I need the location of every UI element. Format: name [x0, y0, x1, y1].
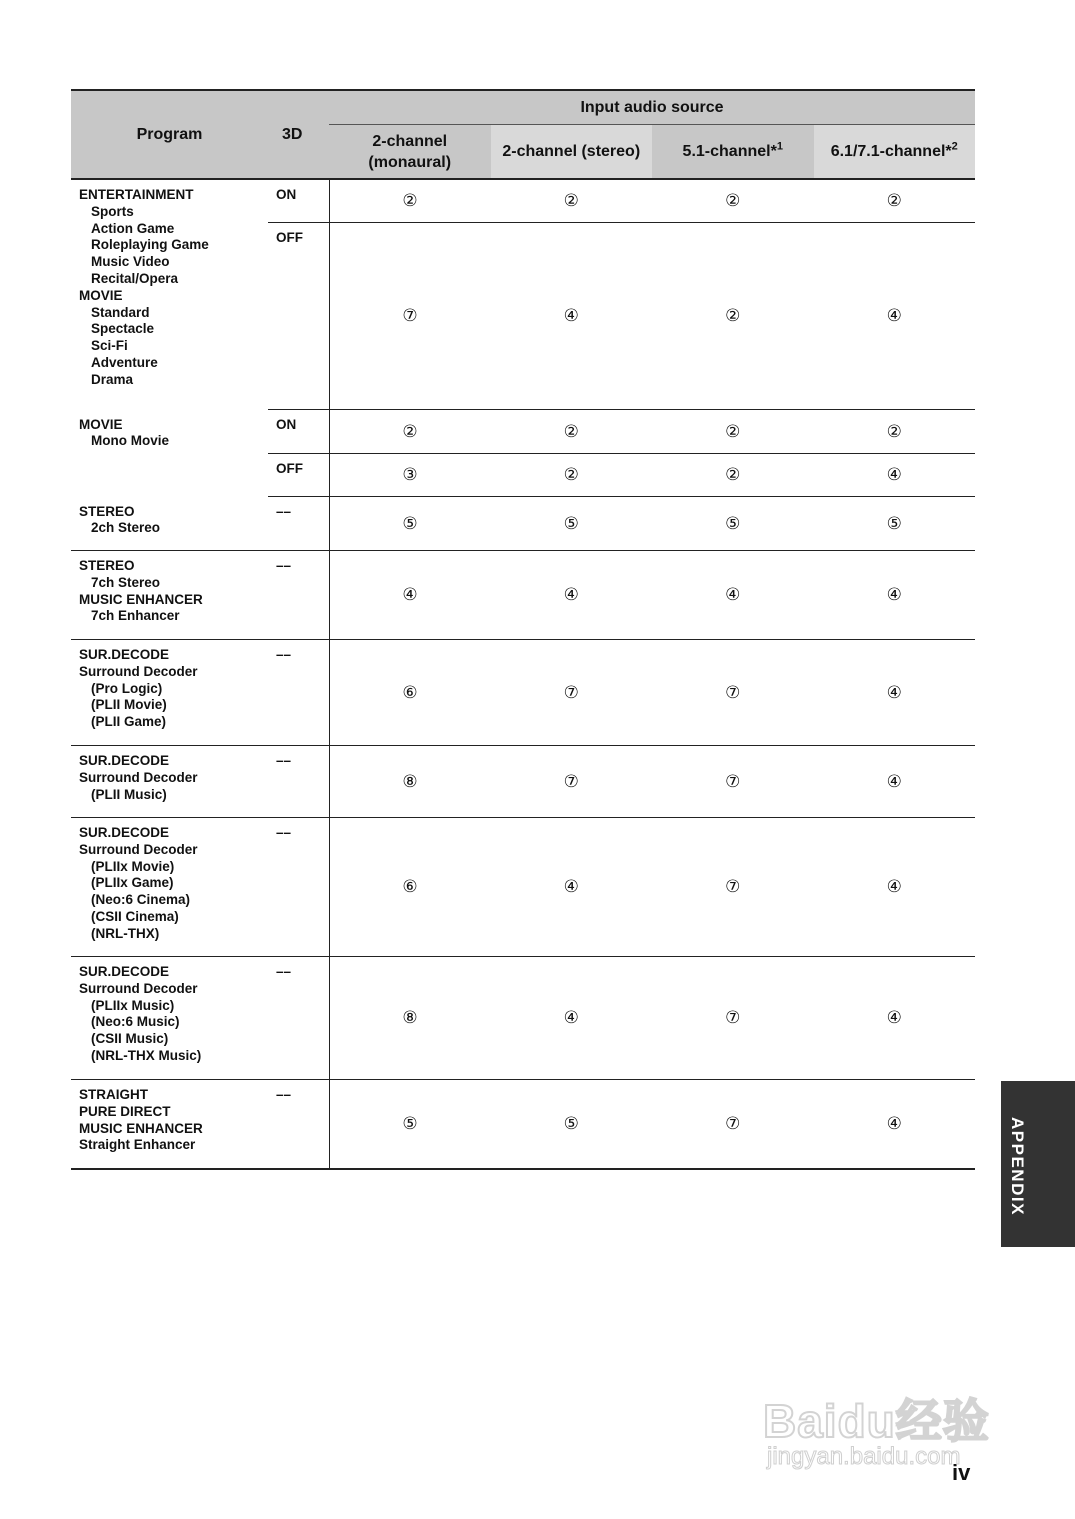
table-row	[71, 1080, 975, 1170]
header-source-label: 5.1-channel*	[682, 143, 777, 160]
program-subitem: (PLIIx Music)	[91, 997, 175, 1013]
program-category: MUSIC ENHANCER	[79, 591, 203, 607]
header-source-label-line2: (monaural)	[368, 153, 452, 171]
speaker-config-cell	[329, 223, 491, 410]
program-category: Straight Enhancer	[79, 1137, 196, 1153]
circled-number: ③	[402, 465, 418, 485]
speaker-config-cell	[814, 640, 976, 746]
speaker-config-cell	[652, 640, 814, 746]
table-row	[71, 746, 975, 818]
program-subitem: (PLII Movie)	[91, 697, 167, 713]
speaker-config-cell	[652, 410, 814, 454]
circled-number: ⑦	[563, 771, 579, 792]
circled-number: ②	[886, 191, 902, 211]
circled-number: ⑤	[402, 1114, 418, 1134]
speaker-config-cell	[329, 551, 491, 640]
speaker-config-cell	[329, 1080, 491, 1170]
circled-number: ②	[402, 421, 418, 442]
header-program: Program	[71, 90, 268, 179]
circled-number: ④	[886, 877, 902, 897]
circled-number: ②	[886, 421, 902, 442]
speaker-config-cell	[329, 640, 491, 746]
program-cell	[71, 818, 268, 957]
program-subitem: (Pro Logic)	[91, 680, 163, 696]
speaker-config-cell	[652, 746, 814, 818]
three-d-cell: ––	[268, 1080, 329, 1170]
table-row	[71, 957, 975, 1080]
footnote-marker: 1	[776, 140, 783, 153]
three-d-cell: ––	[268, 497, 329, 551]
circled-number: ④	[725, 585, 741, 605]
program-subitem: (CSII Music)	[91, 1031, 169, 1047]
three-d-cell: ––	[268, 746, 329, 818]
circled-number: ⑦	[725, 877, 741, 897]
speaker-config-cell	[652, 1080, 814, 1170]
program-subitem: 2ch Stereo	[91, 520, 161, 536]
circled-number: ②	[725, 421, 741, 442]
program-subitem: 7ch Stereo	[91, 574, 161, 590]
program-subitem: (PLIIx Game)	[91, 875, 174, 891]
header-source-label: 2-channel (stereo)	[502, 143, 641, 160]
circled-number: ⑤	[563, 1114, 579, 1134]
program-table	[71, 89, 975, 1170]
program-subitem: (Neo:6 Cinema)	[91, 892, 191, 908]
speaker-config-cell	[814, 454, 976, 497]
program-subitem: Roleplaying Game	[91, 237, 209, 253]
header-source-col-0	[329, 125, 491, 180]
program-category: ENTERTAINMENT	[79, 187, 194, 202]
circled-number: ⑥	[402, 877, 418, 897]
program-cell	[71, 497, 268, 551]
program-subitem: Adventure	[91, 354, 158, 370]
speaker-config-cell	[491, 223, 653, 410]
program-category: PURE DIRECT	[79, 1103, 171, 1119]
circled-number: ②	[563, 191, 579, 211]
circled-number: ②	[563, 421, 579, 442]
program-subitem: (PLIIx Movie)	[91, 858, 175, 874]
circled-number: ⑦	[563, 682, 579, 703]
speaker-config-cell	[652, 551, 814, 640]
circled-number: ②	[725, 191, 741, 211]
header-input-audio-source: Input audio source	[329, 90, 975, 125]
circled-number: ④	[886, 465, 902, 485]
program-category: SUR.DECODE	[79, 964, 170, 979]
circled-number: ④	[886, 682, 902, 703]
speaker-config-cell	[814, 179, 976, 223]
speaker-config-cell	[814, 818, 976, 957]
footnote-marker: 2	[951, 140, 958, 153]
speaker-config-cell	[652, 223, 814, 410]
table-row	[71, 818, 975, 957]
circled-number: ②	[402, 191, 418, 211]
circled-number: ⑦	[402, 306, 418, 326]
program-subitem: Spectacle	[91, 321, 155, 337]
speaker-config-cell	[329, 957, 491, 1080]
three-d-cell: OFF	[268, 454, 329, 497]
circled-number: ④	[563, 1008, 579, 1028]
speaker-config-cell	[491, 957, 653, 1080]
circled-number: ⑦	[725, 771, 741, 792]
table-row	[71, 640, 975, 746]
table-row	[71, 179, 975, 223]
speaker-config-cell	[329, 410, 491, 454]
circled-number: ②	[725, 465, 741, 485]
three-d-cell: OFF	[268, 223, 329, 410]
header-3d: 3D	[268, 90, 329, 179]
circled-number: ④	[563, 877, 579, 897]
table-row	[71, 551, 975, 640]
speaker-config-cell	[814, 957, 976, 1080]
speaker-config-cell	[329, 179, 491, 223]
speaker-config-cell	[491, 454, 653, 497]
circled-number: ⑤	[402, 513, 418, 534]
program-category: SUR.DECODE	[79, 825, 170, 840]
program-category: SUR.DECODE	[79, 753, 170, 768]
speaker-config-cell	[652, 957, 814, 1080]
program-cell	[71, 179, 268, 410]
speaker-config-cell	[491, 410, 653, 454]
three-d-cell: ON	[268, 179, 329, 223]
program-category: STEREO	[79, 503, 135, 519]
circled-number: ②	[725, 306, 741, 326]
speaker-config-cell	[491, 179, 653, 223]
circled-number: ④	[886, 585, 902, 605]
program-subitem: (CSII Cinema)	[91, 908, 179, 924]
program-category: SUR.DECODE	[79, 647, 170, 662]
program-cell	[71, 551, 268, 640]
circled-number: ⑦	[725, 682, 741, 703]
circled-number: ④	[886, 1114, 902, 1134]
circled-number: ⑥	[402, 682, 418, 703]
speaker-config-cell	[329, 746, 491, 818]
speaker-config-cell	[814, 497, 976, 551]
circled-number: ⑦	[725, 1008, 741, 1028]
speaker-config-cell	[652, 497, 814, 551]
program-subitem: (Neo:6 Music)	[91, 1014, 180, 1030]
header-source-col-1	[491, 125, 653, 180]
circled-number: ④	[886, 306, 902, 326]
program-category: STRAIGHT	[79, 1087, 148, 1102]
circled-number: ④	[886, 1008, 902, 1028]
speaker-config-cell	[491, 497, 653, 551]
program-subitem: 7ch Enhancer	[91, 608, 180, 624]
program-subitem: Action Game	[91, 220, 175, 236]
program-subitem: (NRL-THX)	[91, 925, 160, 941]
program-cell	[71, 410, 268, 497]
watermark-url: jingyan.baidu.com	[767, 1443, 961, 1470]
circled-number: ⑦	[725, 1114, 741, 1134]
program-subitem: Drama	[91, 371, 134, 387]
circled-number: ⑤	[725, 513, 741, 534]
circled-number: ④	[563, 585, 579, 605]
program-category: Surround Decoder	[79, 841, 198, 857]
program-category: Surround Decoder	[79, 769, 198, 785]
speaker-config-cell	[652, 179, 814, 223]
watermark-logo-text: Baidu经验	[763, 1395, 990, 1447]
circled-number: ④	[563, 306, 579, 326]
header-source-col-3	[814, 125, 976, 180]
program-cell	[71, 1080, 268, 1170]
program-category: Surround Decoder	[79, 663, 198, 679]
program-category: MOVIE	[79, 416, 123, 432]
speaker-config-cell	[814, 1080, 976, 1170]
program-subitem: Sports	[91, 203, 134, 219]
speaker-config-cell	[814, 746, 976, 818]
three-d-cell: ––	[268, 640, 329, 746]
program-category: Surround Decoder	[79, 980, 198, 996]
program-subitem: (PLII Music)	[91, 786, 167, 802]
program-subitem: Recital/Opera	[91, 270, 179, 286]
circled-number: ⑧	[402, 771, 418, 792]
program-subitem: (PLII Game)	[91, 714, 167, 730]
speaker-config-cell	[814, 223, 976, 410]
program-subitem: Standard	[91, 304, 150, 320]
watermark	[763, 1355, 1013, 1475]
program-subitem: Mono Movie	[91, 433, 169, 449]
speaker-config-cell	[329, 497, 491, 551]
program-category: MOVIE	[79, 287, 123, 303]
header-source-label: 6.1/7.1-channel*	[830, 143, 952, 160]
circled-number: ⑤	[563, 513, 579, 534]
three-d-cell: ––	[268, 551, 329, 640]
speaker-config-cell	[652, 818, 814, 957]
program-subitem: Sci-Fi	[91, 338, 128, 354]
speaker-config-cell	[329, 454, 491, 497]
speaker-config-cell	[491, 551, 653, 640]
speaker-config-cell	[814, 551, 976, 640]
program-subitem: Music Video	[91, 254, 170, 270]
circled-number: ②	[563, 465, 579, 485]
three-d-cell: ––	[268, 957, 329, 1080]
program-cell	[71, 640, 268, 746]
three-d-cell: ––	[268, 818, 329, 957]
speaker-config-cell	[329, 818, 491, 957]
program-subitem: (NRL-THX Music)	[91, 1047, 202, 1063]
header-source-col-2	[652, 125, 814, 180]
program-cell	[71, 746, 268, 818]
table-row	[71, 410, 975, 454]
speaker-config-cell	[652, 454, 814, 497]
table-row	[71, 497, 975, 551]
program-category: MUSIC ENHANCER	[79, 1120, 203, 1136]
circled-number: ④	[402, 585, 418, 605]
header-source-label: 2-channel	[372, 132, 448, 150]
three-d-cell: ON	[268, 410, 329, 454]
circled-number: ⑤	[886, 513, 902, 534]
circled-number: ④	[886, 771, 902, 792]
speaker-config-cell	[491, 1080, 653, 1170]
page-number: iv	[952, 1460, 971, 1485]
speaker-config-cell	[491, 746, 653, 818]
speaker-config-cell	[491, 818, 653, 957]
appendix-label: APPENDIX	[1008, 1117, 1027, 1216]
program-category: STEREO	[79, 558, 135, 573]
circled-number: ⑧	[402, 1008, 418, 1028]
program-cell	[71, 957, 268, 1080]
speaker-config-cell	[814, 410, 976, 454]
speaker-config-cell	[491, 640, 653, 746]
